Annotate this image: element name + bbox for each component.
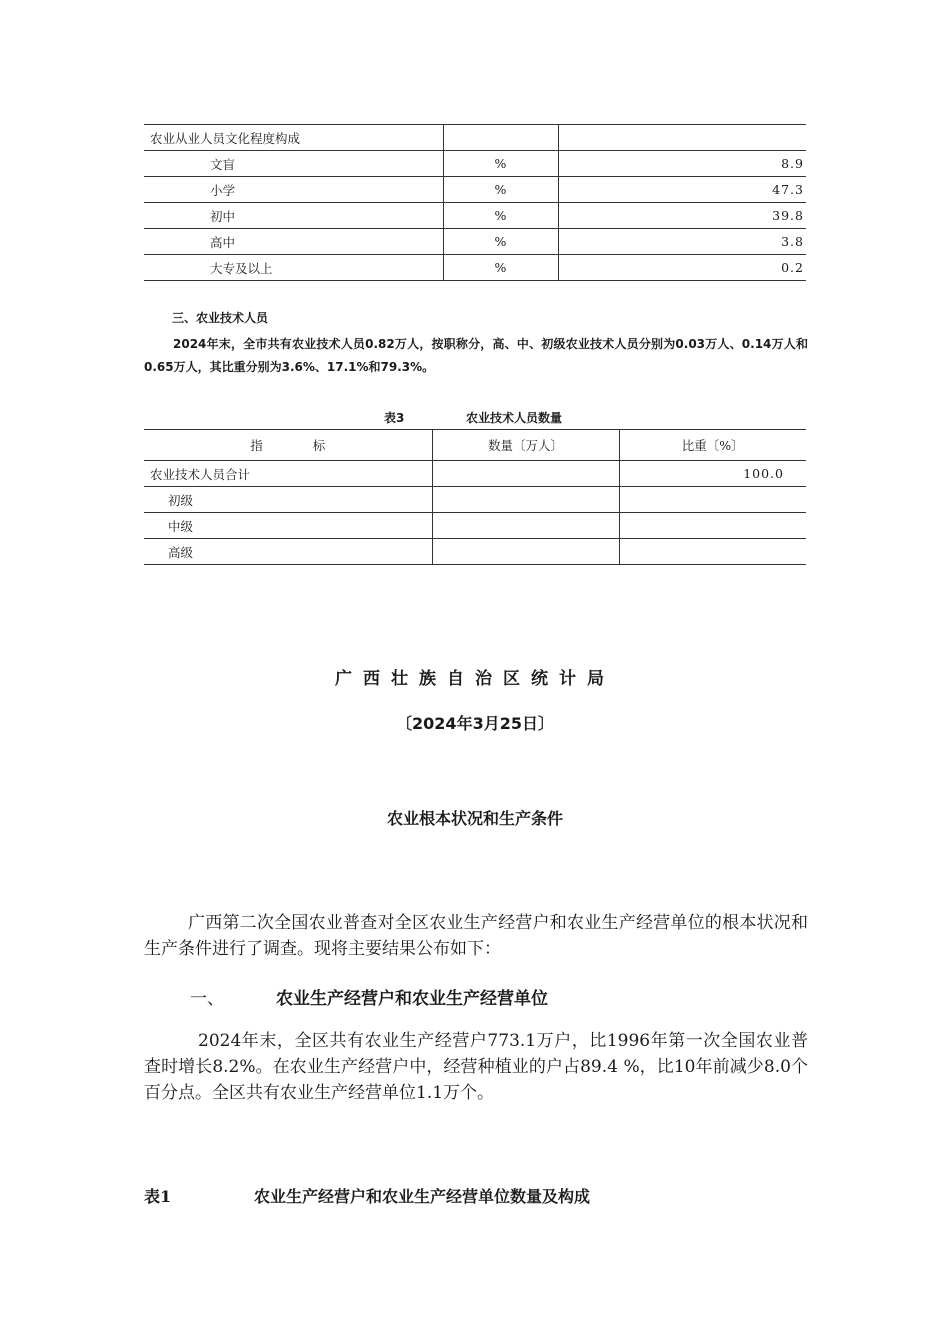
table-row: [144, 151, 806, 177]
table-row: [144, 255, 806, 281]
table-cell-count: [432, 513, 619, 539]
table-cell-unit: %: [443, 151, 558, 177]
table-cell-unit: %: [443, 177, 558, 203]
table-cell-unit: [443, 125, 558, 151]
table-cell-label: 小学: [144, 177, 443, 203]
technical-personnel-table: [144, 429, 806, 565]
table-cell-unit: %: [443, 203, 558, 229]
section-title: 农业生产经营户和农业生产经营单位: [276, 989, 548, 1009]
table-cell-share: [619, 539, 806, 565]
table-caption-title: 农业生产经营户和农业生产经营单位数量及构成: [254, 1187, 591, 1206]
table-caption-title: 农业技术人员数量: [466, 411, 563, 425]
table-cell-value: 0.2: [558, 255, 806, 281]
table-cell-value: 47.3: [558, 177, 806, 203]
table-cell-label: 农业技术人员合计: [144, 461, 432, 487]
issuing-bureau: 广西壮族自治区统计局: [335, 669, 615, 689]
table-cell-label: 高级: [144, 539, 432, 565]
table-cell-share: [619, 487, 806, 513]
table-header-row: [144, 430, 806, 461]
column-header: 比重〔%〕: [619, 430, 806, 461]
table-row: [144, 203, 806, 229]
table-row: [144, 229, 806, 255]
table-cell-label: 初中: [144, 203, 443, 229]
table-cell-count: [432, 487, 619, 513]
publication-date: 〔2024年3月25日〕: [396, 714, 554, 733]
table-cell-unit: %: [443, 255, 558, 281]
table-cell-label: 中级: [144, 513, 432, 539]
section-paragraph: 2024年末，全市共有农业技术人员0.82万人，按职称分，高、中、初级农业技术人员分别为0.03万人、0.14万人和0.65万人，其比重分别为3.6%、17.1%和79.3%。: [144, 337, 808, 374]
table-cell-label: 文盲: [144, 151, 443, 177]
table-caption-number: 表3: [384, 411, 405, 425]
table-cell-value: [558, 125, 806, 151]
table-cell-unit: %: [443, 229, 558, 255]
table-cell-share: [619, 513, 806, 539]
table-row: [144, 513, 806, 539]
section-number: 一、: [190, 989, 224, 1009]
table-cell-value: 3.8: [558, 229, 806, 255]
table-row: [144, 125, 806, 151]
table-cell-label: 大专及以上: [144, 255, 443, 281]
table-row: [144, 177, 806, 203]
column-header: 指 标: [144, 430, 432, 461]
section-heading: 三、农业技术人员: [172, 311, 269, 325]
intro-paragraph: 广西第二次全国农业普查对全区农业生产经营户和农业生产经营单位的根本状况和生产条件进行了调查。现将主要结果公布如下：: [144, 913, 808, 959]
page-title: 农业根本状况和生产条件: [386, 809, 563, 828]
education-composition-table: [144, 124, 806, 281]
table-caption-number: 表1: [144, 1187, 172, 1206]
table-cell-label: 高中: [144, 229, 443, 255]
table-cell-label: 初级: [144, 487, 432, 513]
table-cell-count: [432, 539, 619, 565]
table-row: [144, 487, 806, 513]
table-cell-value: 39.8: [558, 203, 806, 229]
table-row: [144, 539, 806, 565]
table-cell-value: 8.9: [558, 151, 806, 177]
table-cell-label: 农业从业人员文化程度构成: [144, 125, 443, 151]
table-row: [144, 461, 806, 487]
table-cell-share: 100.0: [619, 461, 806, 487]
table-cell-count: [432, 461, 619, 487]
column-header: 数量〔万人〕: [432, 430, 619, 461]
section-paragraph: 2024年末，全区共有农业生产经营户773.1万户，比1996年第一次全国农业普查时增长8.2%。在农业生产经营户中，经营种植业的户占89.4 %，比10年前减少8.0个百分点。全区共有农业生产经营单位1.1万个。: [144, 1031, 808, 1103]
